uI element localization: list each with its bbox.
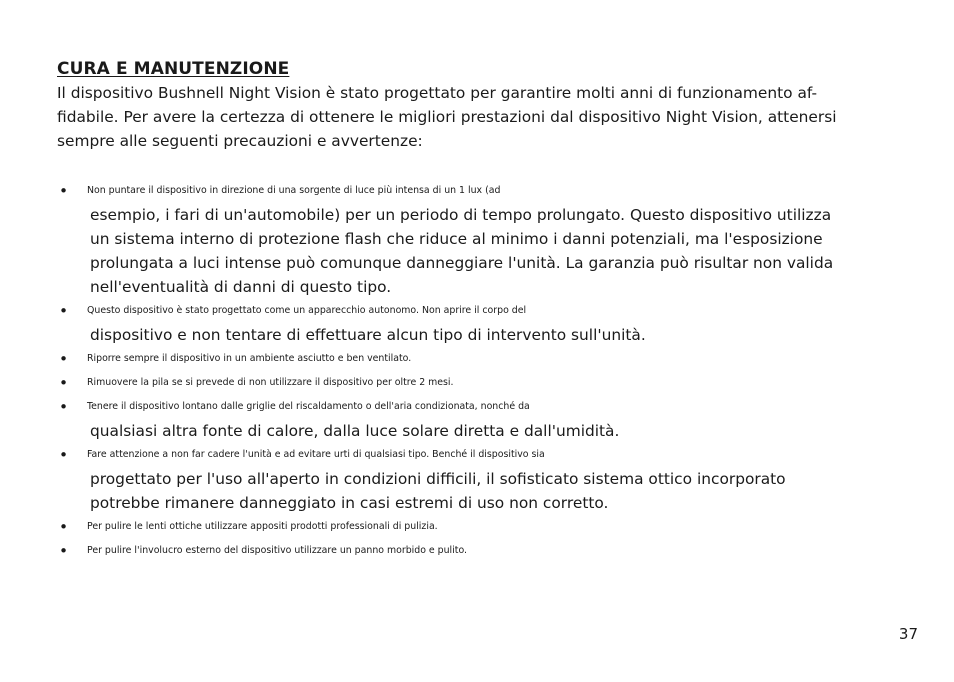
bullet-icon: • xyxy=(59,542,69,560)
list-item xyxy=(57,299,899,347)
bullet-icon: • xyxy=(59,446,69,464)
list-item-line: nell'eventualità di danni di questo tipo. xyxy=(90,278,392,296)
list-item xyxy=(57,179,899,299)
list-item-line: progettato per l'uso all'aperto in condizioni difficili, il sofisticato sistema ottico incorporato xyxy=(90,470,786,488)
page-number: 37 xyxy=(898,625,918,643)
bullet-icon: • xyxy=(59,302,69,320)
intro-line: Il dispositivo Bushnell Night Vision è stato progettato per garantire molti anni di funzionamento af- xyxy=(57,84,818,102)
list-item-line: Rimuovere la pila se si prevede di non utilizzare il dispositivo per oltre 2 mesi. xyxy=(87,377,454,388)
list-item xyxy=(57,539,899,563)
list-item-line: Tenere il dispositivo lontano dalle griglie del riscaldamento o dell'aria condizionata, nonché da xyxy=(87,401,530,412)
list-item-line: prolungata a luci intense può comunque danneggiare l'unità. La garanzia può risultar non valida xyxy=(90,254,834,272)
bullet-icon: • xyxy=(59,350,69,368)
list-item-line: dispositivo e non tentare di effettuare alcun tipo di intervento sull'unità. xyxy=(90,326,646,344)
list-item xyxy=(57,395,899,443)
list-item-line: Questo dispositivo è stato progettato come un apparecchio autonomo. Non aprire il corpo del xyxy=(87,305,527,316)
list-item-line: esempio, i fari di un'automobile) per un periodo di tempo prolungato. Questo dispositivo utilizza xyxy=(90,206,832,224)
list-item-line: Per pulire le lenti ottiche utilizzare appositi prodotti professionali di pulizia. xyxy=(87,521,438,532)
list-item-line: qualsiasi altra fonte di calore, dalla luce solare diretta e dall'umidità. xyxy=(90,422,620,440)
precautions-list xyxy=(57,179,899,563)
document-page xyxy=(57,58,899,563)
intro-paragraph xyxy=(57,81,899,153)
list-item-line: Non puntare il dispositivo in direzione di una sorgente di luce più intensa di un 1 lux (ad xyxy=(87,185,501,196)
intro-line: fidabile. Per avere la certezza di ottenere le migliori prestazioni dal dispositivo Night Vision, attenersi xyxy=(57,108,837,126)
bullet-icon: • xyxy=(59,374,69,392)
list-item-line: potrebbe rimanere danneggiato in casi estremi di uso non corretto. xyxy=(90,494,609,512)
bullet-icon: • xyxy=(59,398,69,416)
list-item xyxy=(57,515,899,539)
list-item xyxy=(57,443,899,515)
section-heading: CURA E MANUTENZIONE xyxy=(57,59,290,79)
list-item-line: Per pulire l'involucro esterno del dispositivo utilizzare un panno morbido e pulito. xyxy=(87,545,467,556)
list-item-line: Fare attenzione a non far cadere l'unità e ad evitare urti di qualsiasi tipo. Benché il dispositivo sia xyxy=(87,449,545,460)
list-item xyxy=(57,371,899,395)
bullet-icon: • xyxy=(59,182,69,200)
list-item-line: un sistema interno di protezione flash che riduce al minimo i danni potenziali, ma l'esposizione xyxy=(90,230,823,248)
intro-line: sempre alle seguenti precauzioni e avvertenze: xyxy=(57,132,423,150)
bullet-icon: • xyxy=(59,518,69,536)
list-item xyxy=(57,347,899,371)
list-item-line: Riporre sempre il dispositivo in un ambiente asciutto e ben ventilato. xyxy=(87,353,412,364)
